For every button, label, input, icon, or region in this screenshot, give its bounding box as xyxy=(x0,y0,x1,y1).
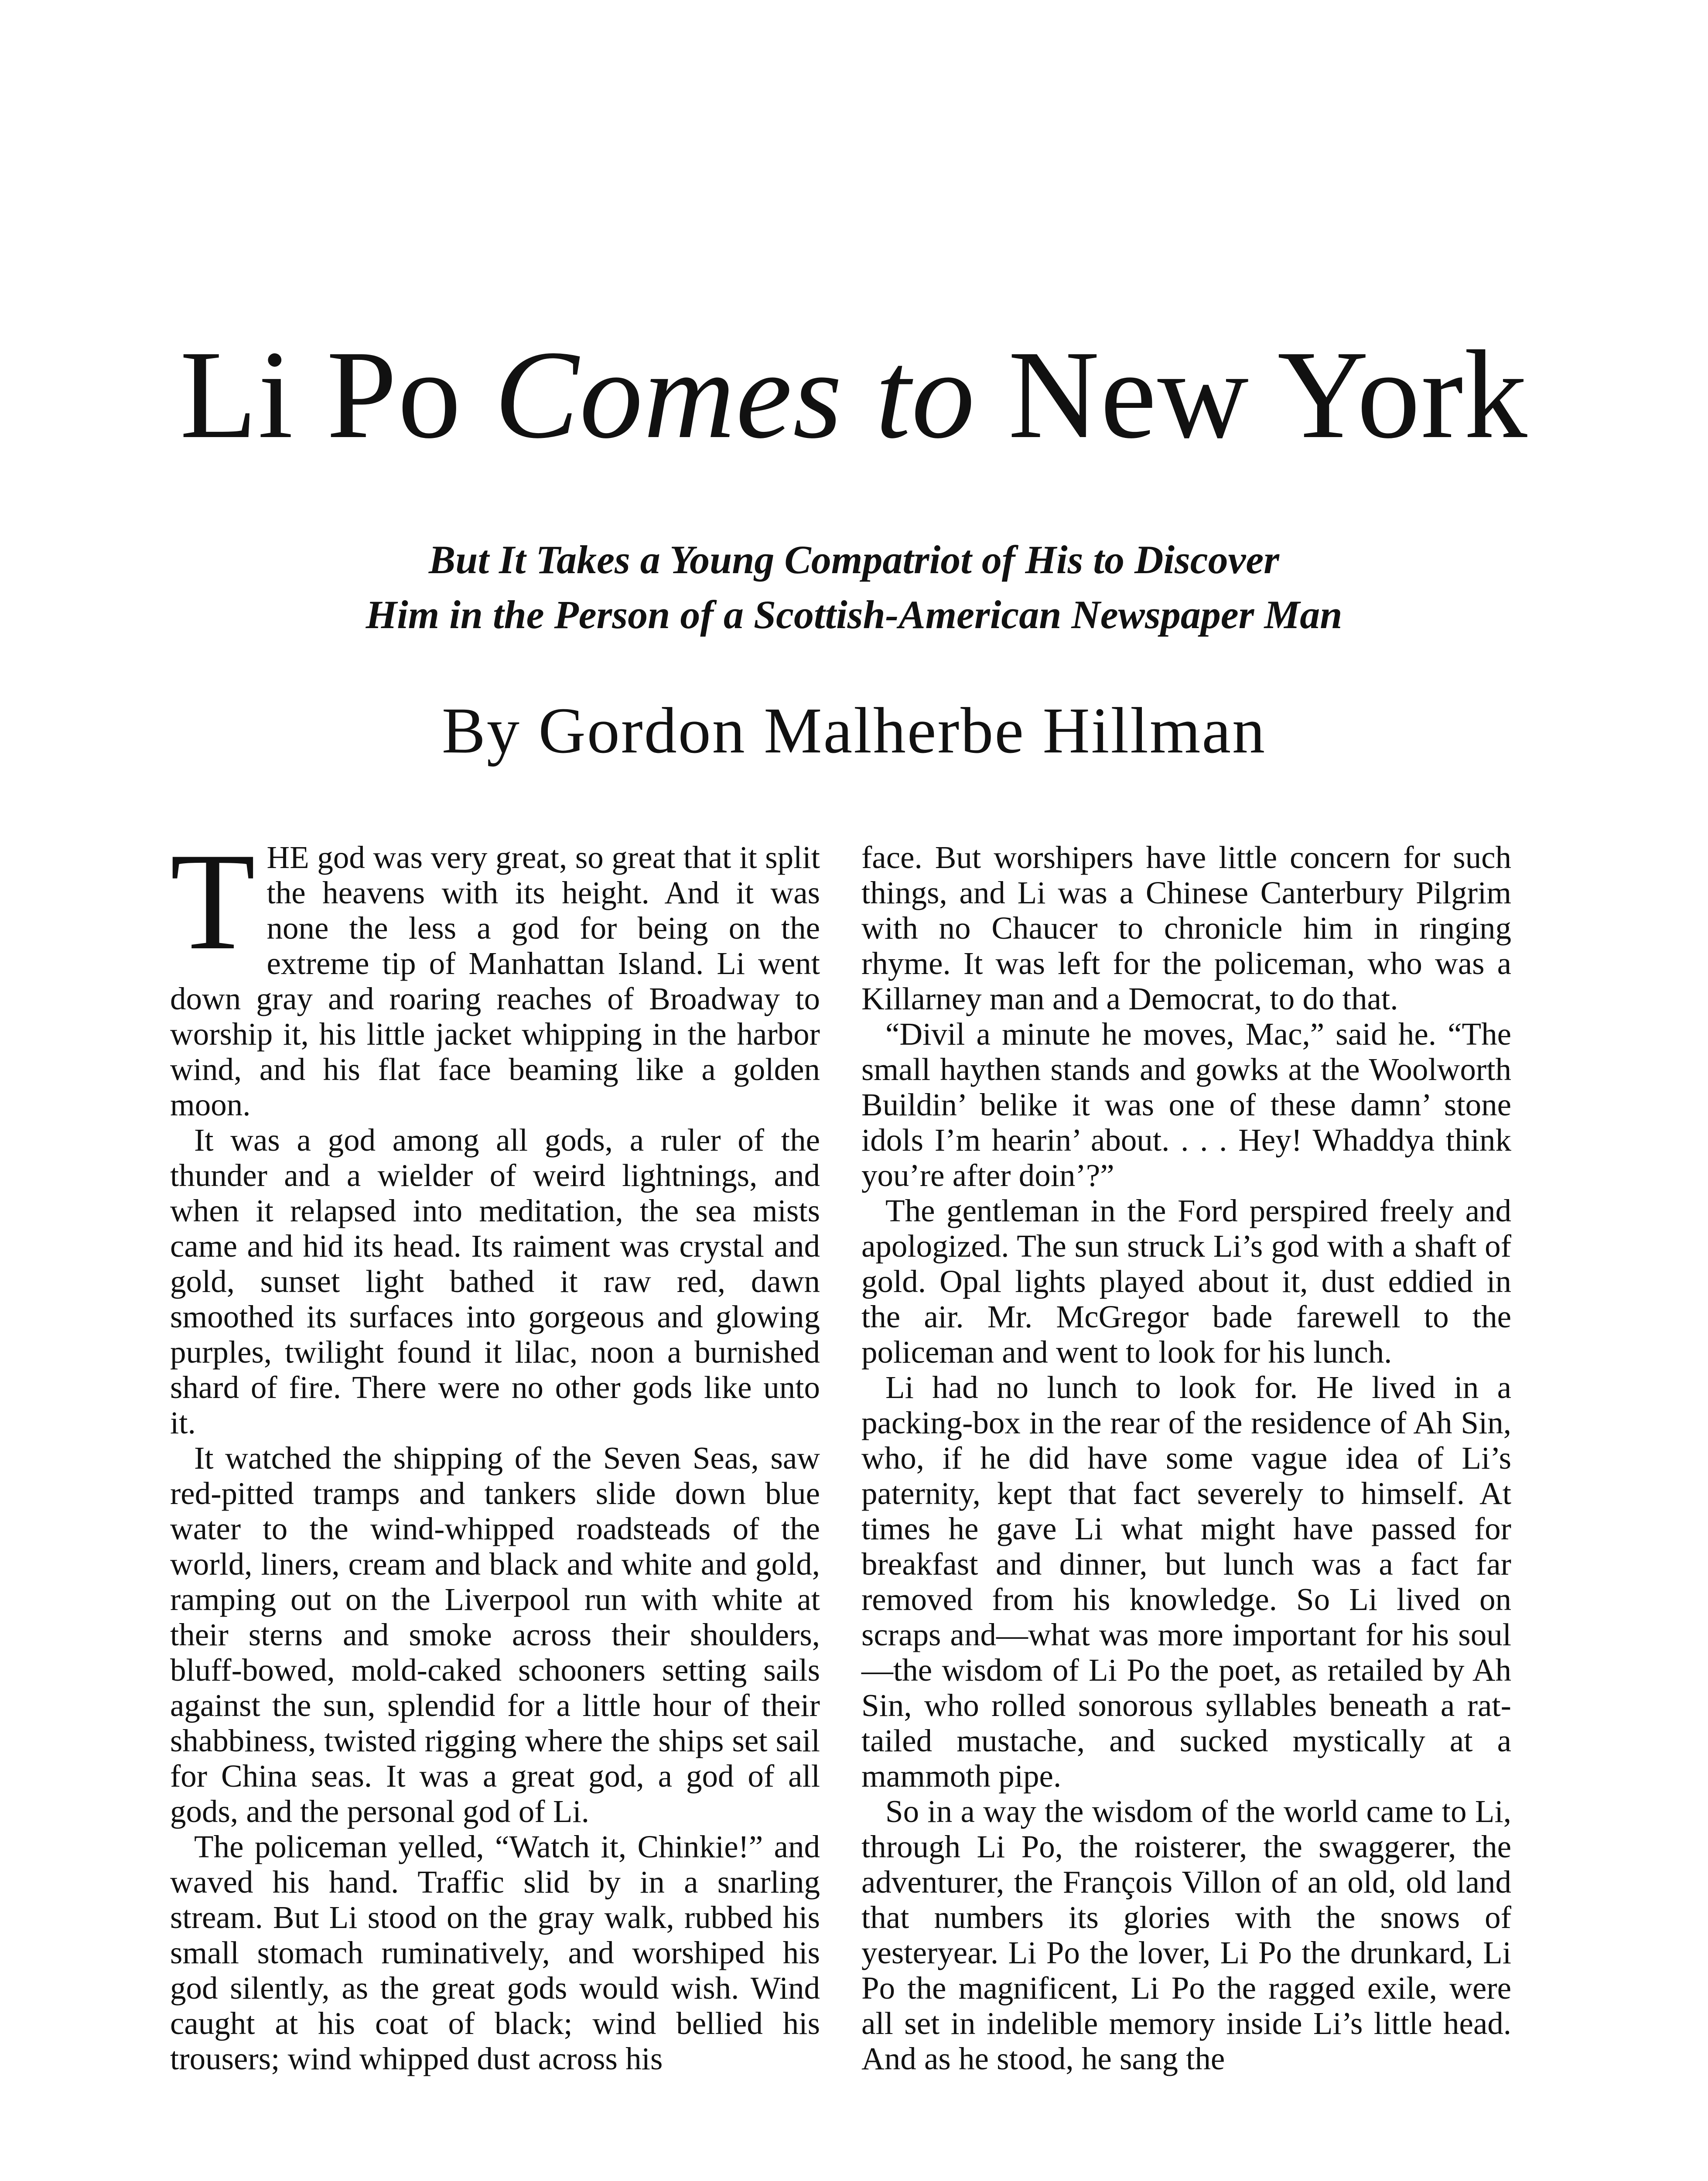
subtitle-line-2: Him in the Person of a Scottish-American Newspaper Man xyxy=(366,592,1342,637)
paragraph: It was a god among all gods, a ruler of the thunder and a wielder of weird lightnings, and when it relapsed into meditation, the sea mists came and hid its head. Its raiment was crystal and gold, sunset light bathed it raw red, dawn smoothed its surfaces into gorgeous and glowing purples, twilight found it lilac, noon a burnished shard of fire. There were no other gods like unto it. xyxy=(170,1122,820,1440)
paragraph: face. But worshipers have little concern for such things, and Li was a Chinese Canterbury Pilgrim with no Chaucer to chronicle him in ringing rhyme. It was left for the policeman, who was a Killarney man and a Democrat, to do that. xyxy=(861,840,1511,1016)
paragraph: So in a way the wisdom of the world came to Li, through Li Po, the roisterer, the swaggerer, the adventurer, the François Villon of an old, old land that numbers its glories with the snows of yesteryear. Li Po the lover, Li Po the drunkard, Li Po the magnificent, Li Po the ragged exile, were all set in indelible memory inside Li’s little head. And as he stood, he sang the xyxy=(861,1794,1511,2076)
paragraph: “Divil a minute he moves, Mac,” said he. “The small haythen stands and gowks at the Woolworth Buildin’ belike it was one of these damn’ stone idols I’m hearin’ about. . . . Hey! Whaddya think you’re after doin’?” xyxy=(861,1016,1511,1193)
paragraph: Li had no lunch to look for. He lived in a packing-box in the rear of the residence of Ah Sin, who, if he did have some vague idea of Li’s paternity, kept that fact severely to himself. At times he gave Li what might have passed for breakfast and dinner, but lunch was a fact far removed from his knowledge. So Li lived on scraps and—what was more important for his soul—the wisdom of Li Po the poet, as retailed by Ah Sin, who rolled sonorous syllables beneath a rat-tailed mustache, and sucked mystically at a mammoth pipe. xyxy=(861,1370,1511,1794)
title-part-1: Li Po xyxy=(180,325,495,465)
paragraph xyxy=(170,824,820,1122)
paragraph-text: HE god was very great, so great that it split the heavens with its height. And it was none the less a god for being on the extreme tip of Manhattan Island. Li went down gray and roaring reaches of Broadway to worship it, his little jacket whipping in the harbor wind, and his flat face beaming like a golden moon. xyxy=(170,840,820,1122)
right-column xyxy=(861,840,1511,2076)
article-subtitle xyxy=(0,532,1708,642)
title-part-2: Comes to xyxy=(494,325,976,465)
paragraph: The policeman yelled, “Watch it, Chinkie!” and waved his hand. Traffic slid by in a snarling stream. But Li stood on the gray walk, rubbed his small stomach ruminatively, and worshiped his god silently, as the great gods would wish. Wind caught at his coat of black; wind bellied his trousers; wind whipped dust across his xyxy=(170,1829,820,2076)
drop-cap: T xyxy=(170,824,256,979)
title-part-3: New York xyxy=(975,325,1528,465)
byline: By Gordon Malherbe Hillman xyxy=(441,694,1267,767)
paragraph: It watched the shipping of the Seven Seas, saw red-pitted tramps and tankers slide down blue water to the wind-whipped roadsteads of the world, liners, cream and black and white and gold, ramping out on the Liverpool run with white at their sterns and smoke across their shoulders, bluff-bowed, mold-caked schooners setting sails against the sun, splendid for a little hour of their shabbiness, twisted rigging where the ships set sail for China seas. It was a great god, a god of all gods, and the personal god of Li. xyxy=(170,1440,820,1829)
article-title xyxy=(0,325,1708,465)
subtitle-line-1: But It Takes a Young Compatriot of His to Discover xyxy=(428,537,1280,582)
paragraph: The gentleman in the Ford perspired freely and apologized. The sun struck Li’s god with a shaft of gold. Opal lights played about it, dust eddied in the air. Mr. McGregor bade farewell to the policeman and went to look for his lunch. xyxy=(861,1193,1511,1370)
left-column xyxy=(170,824,820,2076)
